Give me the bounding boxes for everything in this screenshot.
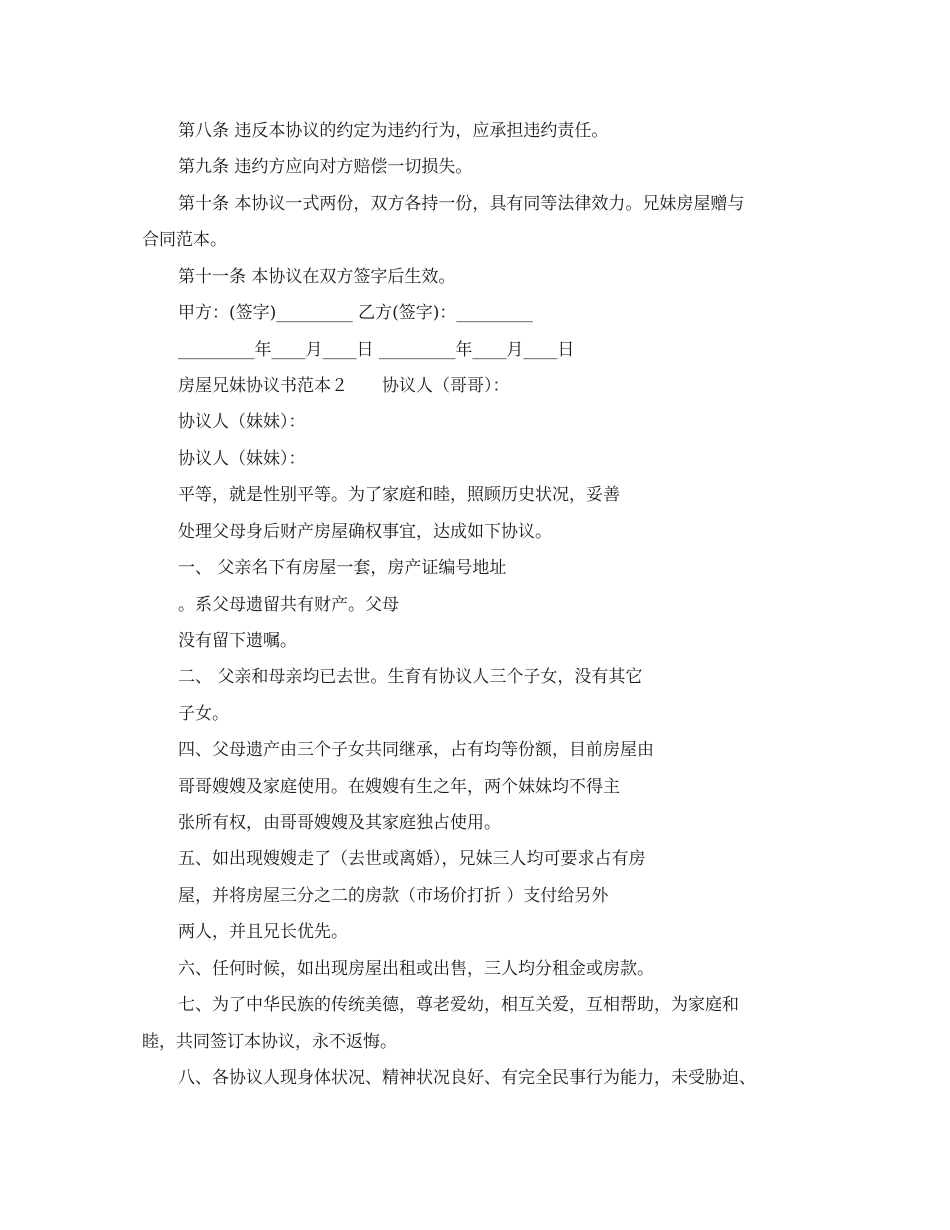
clause-2-line-2: 子女。	[178, 704, 229, 724]
article-10: 第十条 本协议一式两份，双方各持一份，具有同等法律效力。兄妹房屋赠与	[178, 194, 745, 214]
clause-6: 六、任何时候，如出现房屋出租或出售，三人均分租金或房款。	[178, 959, 654, 979]
clause-7-line-1: 七、为了中华民族的传统美德，尊老爱幼，相互关爱，互相帮助，为家庭和	[178, 995, 739, 1015]
clause-4-line-3: 张所有权，由哥哥嫂嫂及其家庭独占使用。	[178, 813, 501, 833]
article-9: 第九条 违约方应向对方赔偿一切损失。	[178, 157, 473, 177]
clause-5-line-1: 五、如出现嫂嫂走了（去世或离婚），兄妹三人均可要求占有房	[178, 849, 646, 869]
party-sister-1: 协议人（妹妹）：	[178, 412, 306, 432]
clause-4-line-1: 四、父母遗产由三个子女共同继承，占有均等份额，目前房屋由	[178, 740, 654, 760]
clause-2-line-1: 二、 父亲和母亲均已去世。生育有协议人三个子女，没有其它	[178, 667, 643, 687]
signature-line: 甲方：(签字)_________ 乙方(签字)：_________	[178, 303, 533, 323]
clause-1-line-2: 。系父母遗留共有财产。父母	[178, 595, 399, 615]
article-10-cont: 合同范本。	[142, 230, 227, 250]
date-line: _________年____月____日 _________年____月____日	[178, 340, 575, 360]
clause-1-line-1: 一、 父亲名下有房屋一套，房产证编号地址	[178, 558, 507, 578]
clause-5-line-3: 两人，并且兄长优先。	[178, 922, 348, 942]
clause-7-line-2: 睦，共同签订本协议，永不返悔。	[142, 1032, 397, 1052]
sample-2-title: 房屋兄妹协议书范本２ 协议人（哥哥）：	[178, 376, 510, 396]
article-11: 第十一条 本协议在双方签字后生效。	[178, 267, 456, 287]
clause-5-line-2: 屋，并将房屋三分之二的房款（市场价打折 ）支付给另外	[178, 886, 609, 906]
clause-4-line-2: 哥哥嫂嫂及家庭使用。在嫂嫂有生之年，两个妹妹均不得主	[178, 777, 620, 797]
preamble-line-2: 处理父母身后财产房屋确权事宜，达成如下协议。	[178, 522, 552, 542]
clause-8-line-1: 八、各协议人现身体状况、精神状况良好、有完全民事行为能力，未受胁迫、	[178, 1068, 756, 1088]
article-8: 第八条 违反本协议的约定为违约行为，应承担违约责任。	[178, 121, 609, 141]
preamble-line-1: 平等，就是性别平等。为了家庭和睦，照顾历史状况，妥善	[178, 485, 620, 505]
clause-1-line-3: 没有留下遗嘱。	[178, 631, 297, 651]
party-sister-2: 协议人（妹妹）：	[178, 449, 306, 469]
